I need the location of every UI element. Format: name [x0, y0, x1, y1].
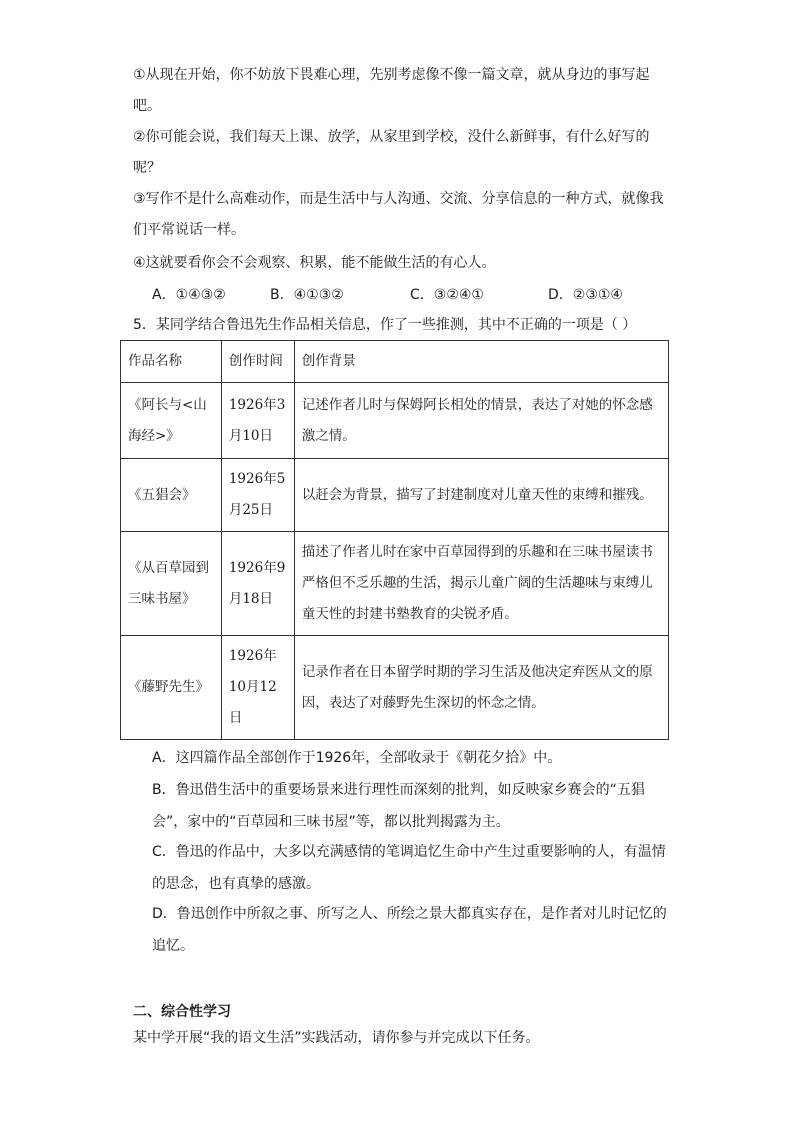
work-time: 1926年3月10日	[221, 383, 294, 459]
q5-option-c: C．鲁迅的作品中，大多以充满感情的笔调追忆生命中产生过重要影响的人，有温情的思念，也有真挚的感激。	[152, 844, 666, 892]
section-intro: 某中学开展“我的语文生活”实践活动，请你参与并完成以下任务。	[133, 1030, 540, 1046]
work-name: 《从百草园到三味书屋》	[121, 532, 222, 636]
q5-option-a: A．这四篇作品全部创作于1926年，全部收录于《朝花夕拾》中。	[152, 750, 562, 766]
q5-stem: 5．某同学结合鲁迅先生作品相关信息，作了一些推测，其中不正确的一项是（ ）	[133, 317, 637, 333]
q4-choice-c: C．③②④①	[410, 287, 484, 303]
q5-option-d: D．鲁迅创作中所叙之事、所写之人、所绘之景大都真实存在，是作者对儿时记忆的追忆。	[152, 906, 667, 954]
table-row	[121, 636, 669, 740]
work-name: 《阿长与<山海经>》	[121, 383, 222, 459]
header-name: 作品名称	[121, 341, 222, 383]
q5-option-b: B．鲁迅借生活中的重要场景来进行理性而深刻的批判，如反映家乡赛会的“五猖会”，家中的“百草园和三味书屋”等，都以批判揭露为主。	[152, 782, 645, 830]
table-row	[121, 383, 669, 459]
table-row	[121, 532, 669, 636]
q4-choice-d: D．②③①④	[548, 287, 623, 303]
work-background: 描述了作者儿时在家中百草园得到的乐趣和在三味书屋读书严格但不乏乐趣的生活，揭示儿童广阔的生活趣味与束缚儿童天性的封建书塾教育的尖锐矛盾。	[294, 532, 668, 636]
q4-choice-a: A．①④③②	[152, 287, 226, 303]
work-background: 记述作者儿时与保姆阿长相处的情景，表达了对她的怀念感激之情。	[294, 383, 668, 459]
q4-choice-b: B．④①③②	[270, 287, 344, 303]
work-name: 《五猖会》	[121, 459, 222, 532]
header-background: 创作背景	[294, 341, 668, 383]
q4-choices	[152, 282, 672, 308]
table-row	[121, 459, 669, 532]
sentence-3: ③写作不是什么高难动作，而是生活中与人沟通、交流、分享信息的一种方式，就像我们平常说话一样。	[133, 191, 664, 238]
work-name: 《藤野先生》	[121, 636, 222, 740]
work-time: 1926年10月12日	[221, 636, 294, 740]
sentence-4: ④这就要看你会不会观察、积累，能不能做生活的有心人。	[133, 255, 496, 271]
work-time: 1926年5月25日	[221, 459, 294, 532]
sentence-2: ②你可能会说，我们每天上课、放学，从家里到学校，没什么新鲜事，有什么好写的呢？	[133, 129, 650, 176]
section-title: 二、综合性学习	[133, 1004, 231, 1020]
sentence-1: ①从现在开始，你不妨放下畏难心理，先别考虑像不像一篇文章，就从身边的事写起吧。	[133, 67, 650, 114]
work-time: 1926年9月18日	[221, 532, 294, 636]
table-header-row	[121, 341, 669, 383]
header-time: 创作时间	[221, 341, 294, 383]
works-table	[120, 340, 669, 740]
work-background: 记录作者在日本留学时期的学习生活及他决定弃医从文的原因，表达了对藤野先生深切的怀念之情。	[294, 636, 668, 740]
work-background: 以赶会为背景，描写了封建制度对儿童天性的束缚和摧残。	[294, 459, 668, 532]
